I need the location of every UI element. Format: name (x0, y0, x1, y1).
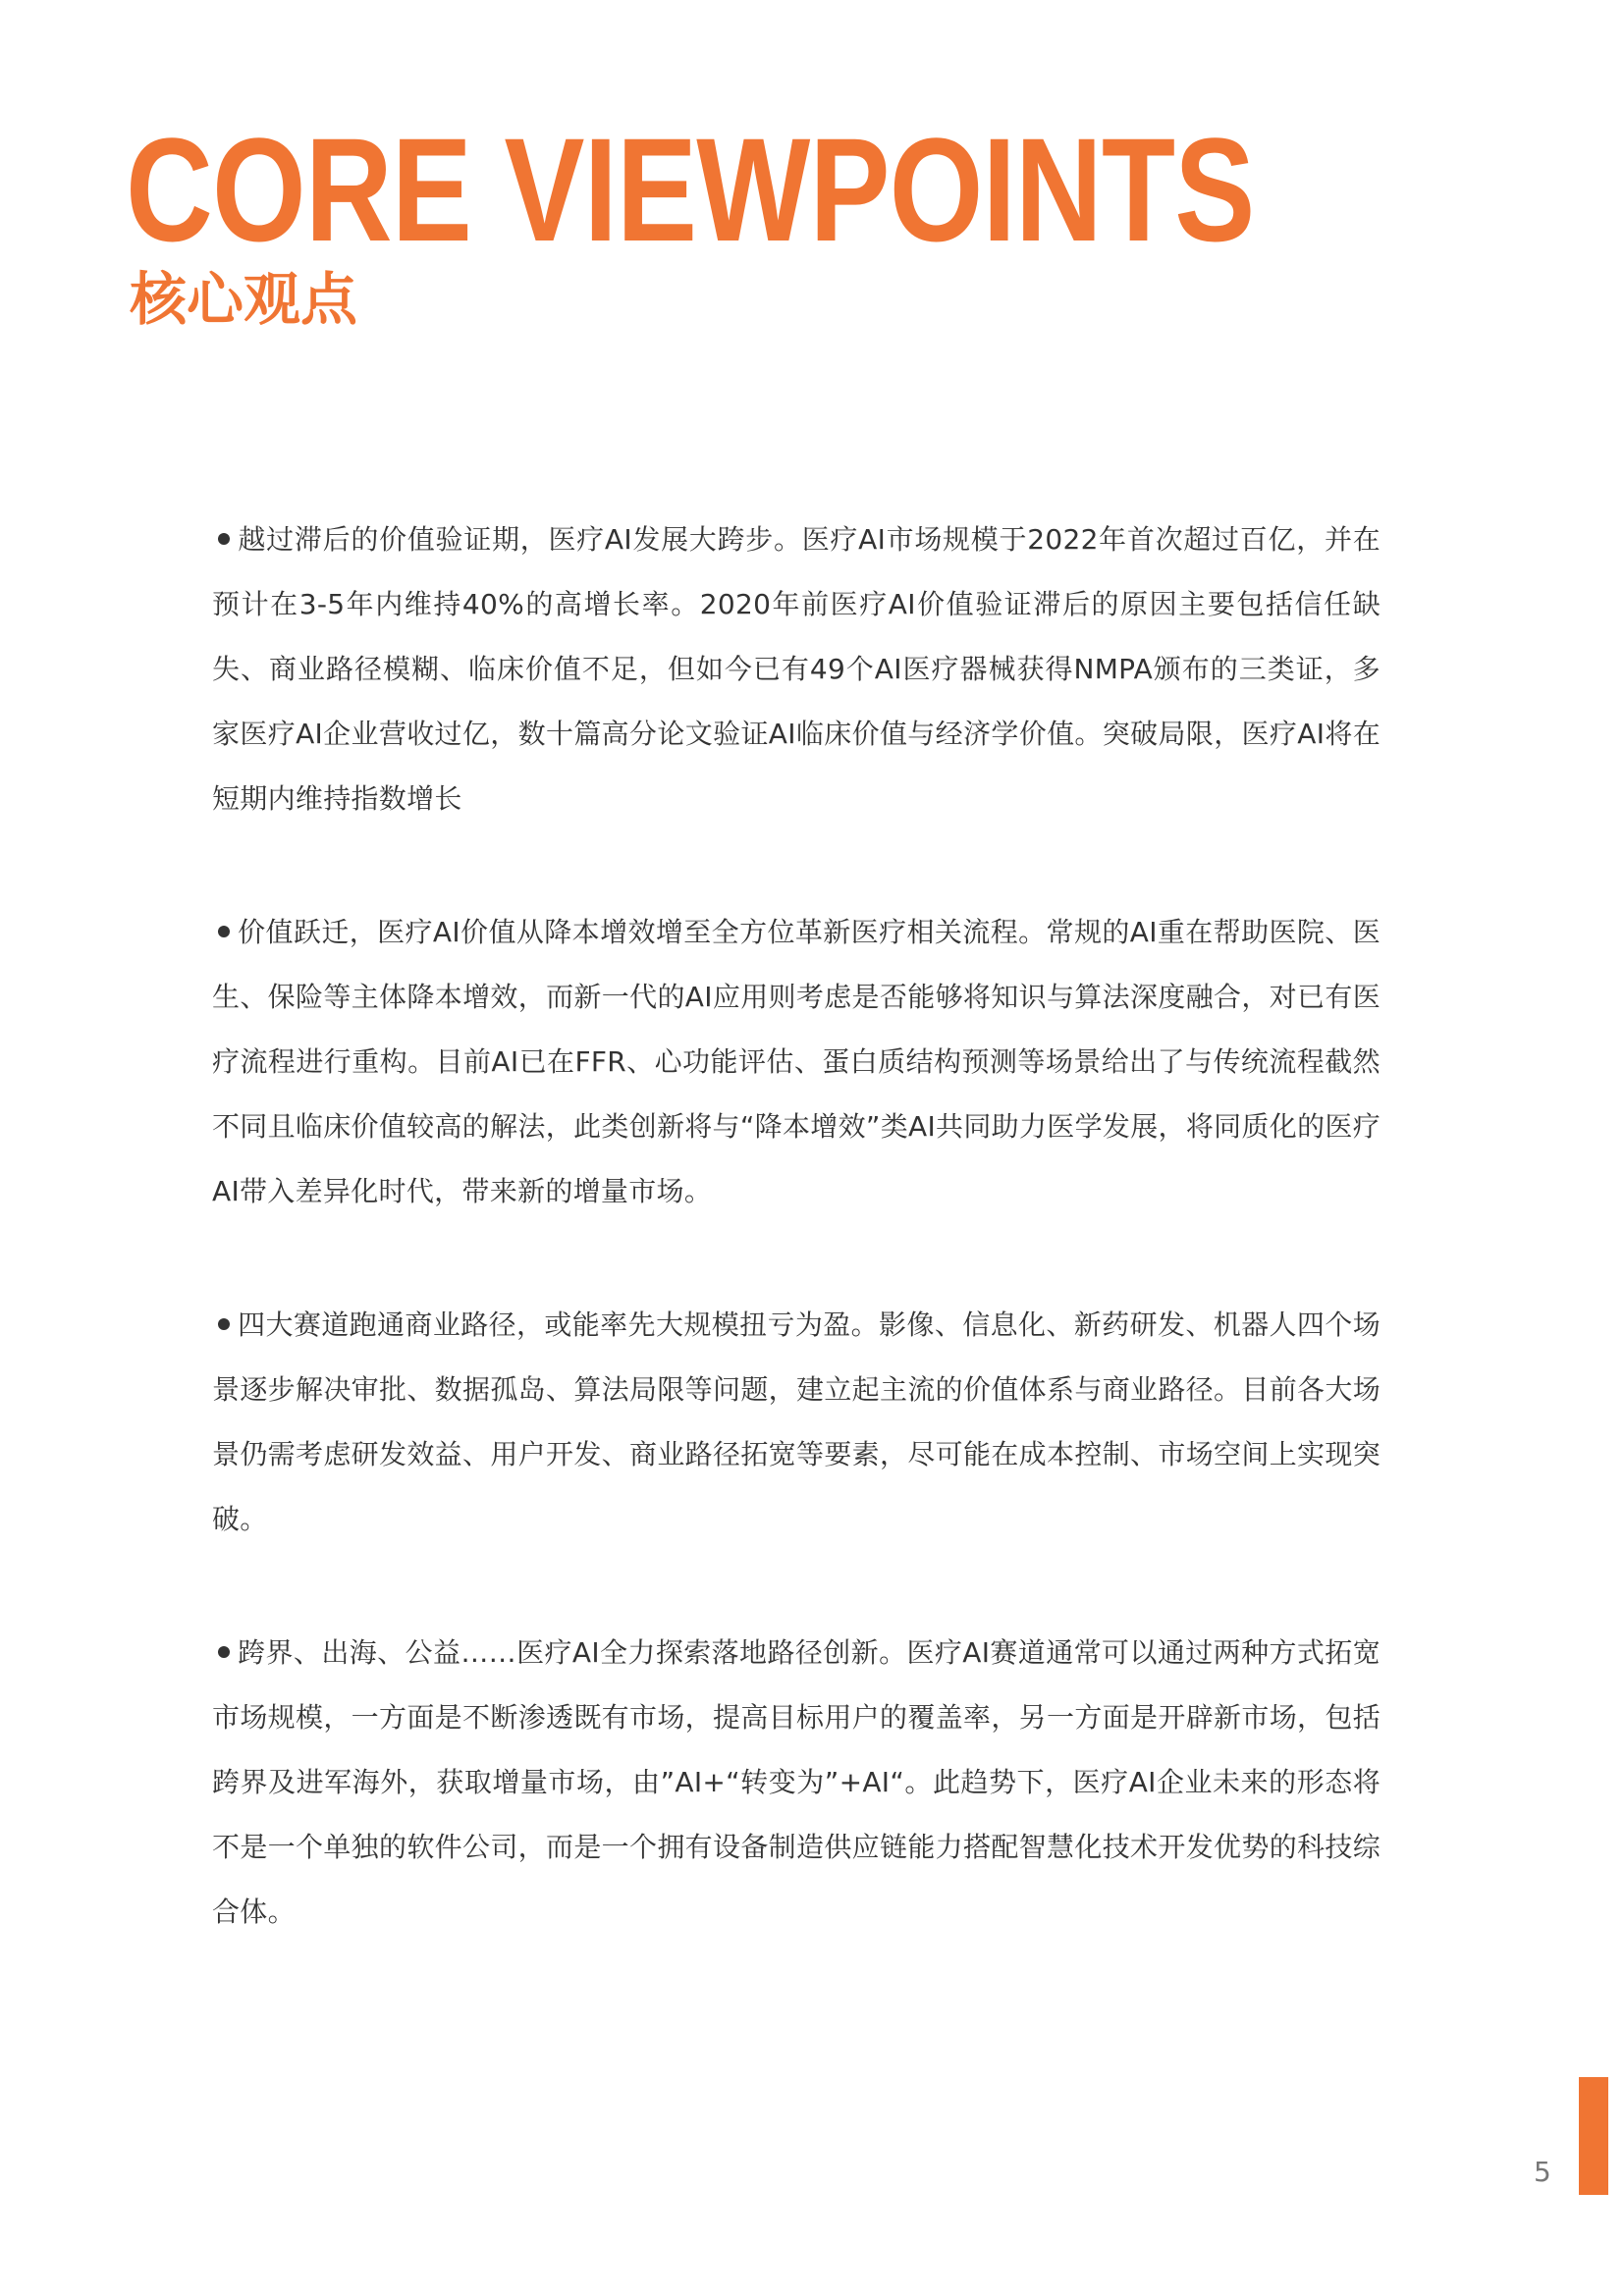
bullet-dot-icon (218, 1646, 230, 1658)
viewpoint-paragraph-2 (212, 900, 1380, 1224)
bullet-dot-icon (218, 533, 230, 545)
viewpoint-text: 价值跃迁，医疗AI价值从降本增效增至全方位革新医疗相关流程。常规的AI重在帮助医院、医生、保险等主体降本增效，而新一代的AI应用则考虑是否能够将知识与算法深度融合，对已有医疗流程进行重构。目前AI已在FFR、心功能评估、蛋白质结构预测等场景给出了与传统流程截然不同且临床价值较高的解法，此类创新将与“降本增效”类AI共同助力医学发展，将同质化的医疗AI带入差异化时代，带来新的增量市场。 (212, 916, 1380, 1207)
bullet-dot-icon (218, 1318, 230, 1330)
page-title-zh: 核心观点 (130, 266, 358, 333)
page-number: 5 (1534, 2156, 1551, 2188)
accent-side-bar (1579, 2077, 1608, 2195)
core-viewpoints-list (212, 507, 1380, 2013)
viewpoint-paragraph-1 (212, 507, 1380, 831)
viewpoint-text: 跨界、出海、公益……医疗AI全力探索落地路径创新。医疗AI赛道通常可以通过两种方式拓宽市场规模，一方面是不断渗透既有市场，提高目标用户的覆盖率，另一方面是开辟新市场，包括跨界及进军海外，获取增量市场，由”AI+“转变为”+AI“。此趋势下，医疗AI企业未来的形态将不是一个单独的软件公司，而是一个拥有设备制造供应链能力搭配智慧化技术开发优势的科技综合体。 (212, 1636, 1380, 1928)
viewpoint-paragraph-4 (212, 1621, 1380, 1945)
viewpoint-text: 越过滞后的价值验证期，医疗AI发展大跨步。医疗AI市场规模于2022年首次超过百亿，并在预计在3-5年内维持40%的高增长率。2020年前医疗AI价值验证滞后的原因主要包括信任缺失、商业路径模糊、临床价值不足，但如今已有49个AI医疗器械获得NMPA颁布的三类证，多家医疗AI企业营收过亿，数十篇高分论文验证AI临床价值与经济学价值。突破局限，医疗AI将在短期内维持指数增长 (212, 523, 1380, 815)
viewpoint-paragraph-3 (212, 1293, 1380, 1552)
viewpoint-text: 四大赛道跑通商业路径，或能率先大规模扭亏为盈。影像、信息化、新药研发、机器人四个场景逐步解决审批、数据孤岛、算法局限等问题，建立起主流的价值体系与商业路径。目前各大场景仍需考虑研发效益、用户开发、商业路径拓宽等要素，尽可能在成本控制、市场空间上实现突破。 (212, 1308, 1380, 1535)
page-title-en: CORE VIEWPOINTS (126, 107, 1255, 272)
bullet-dot-icon (218, 926, 230, 937)
